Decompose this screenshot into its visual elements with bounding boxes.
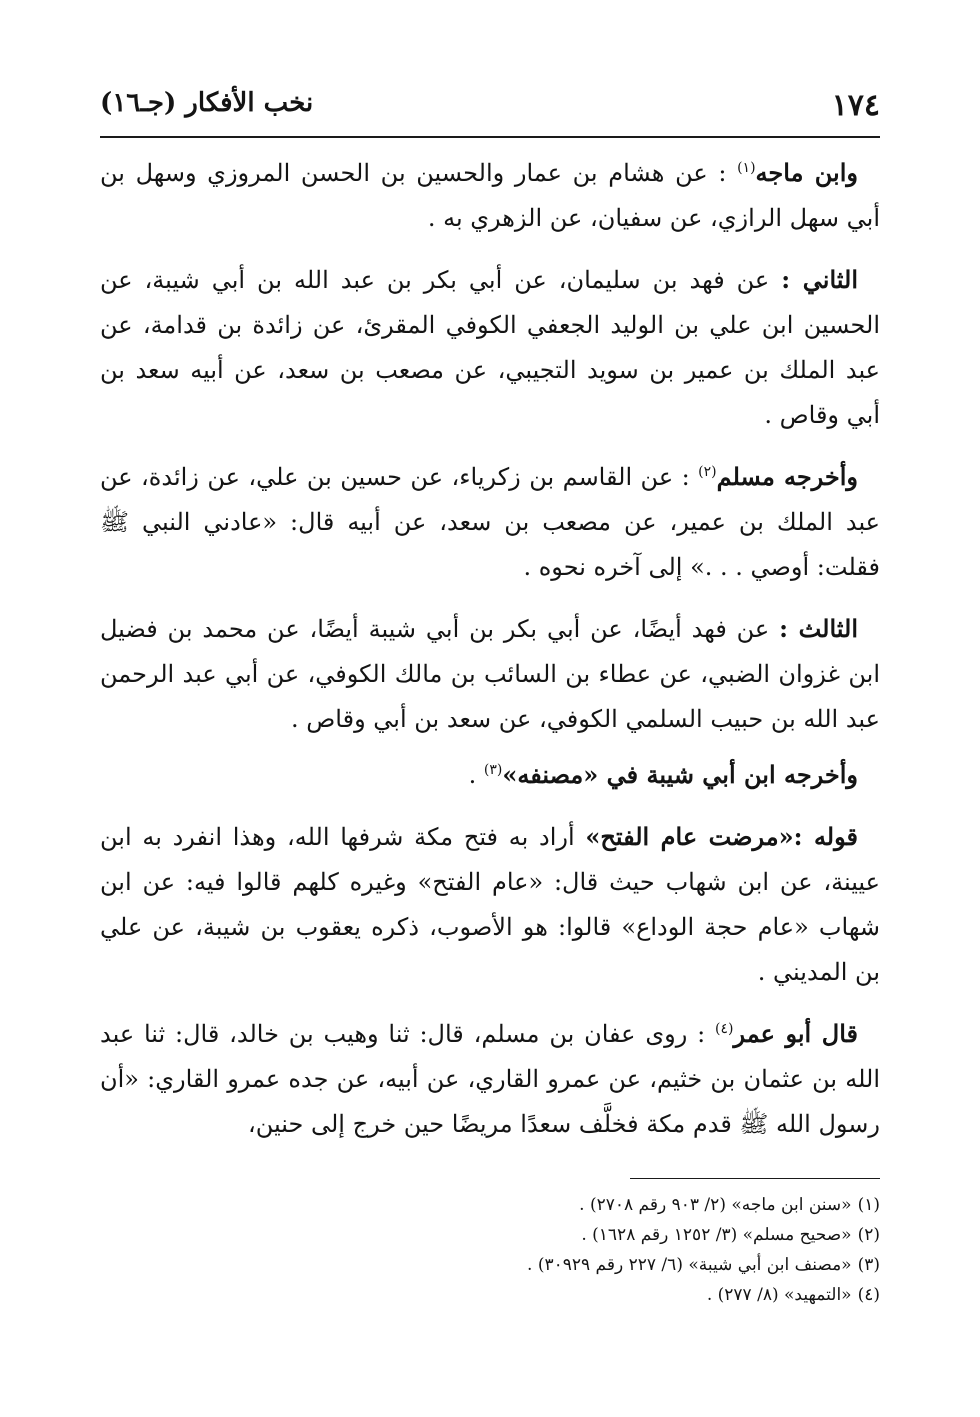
footnote-reference: (٢)	[698, 464, 717, 480]
paragraph-lead: قوله :«مرضت عام الفتح»	[585, 822, 858, 851]
paragraph-text: : عن القاسم بن زكرياء، عن حسين بن علي، عن زائدة، عن عبد الملك بن عمير، عن مصعب بن سعد، عن أبيه قال: «عادني النبي ﷺ فقلت: أوصي . . .» إلى آخره نحوه .	[100, 463, 881, 581]
paragraph-lead: قال أبو عمر	[733, 1019, 858, 1048]
paragraph-text: : عن هشام بن عمار والحسين بن الحسن المروزي وسهل بن أبي سهل الرازي، عن سفيان، عن الزهري به .	[100, 159, 880, 232]
paragraph-lead: وأخرجه مسلم	[716, 462, 859, 491]
footnote-divider	[630, 1178, 880, 1179]
footnote-text: «مصنف ابن أبي شيبة» (٦/ ٢٢٧ رقم ٣٠٩٢٩) .	[527, 1255, 852, 1275]
paragraph-text: : روى عفان بن مسلم، قال: ثنا وهيب بن خالد، قال: ثنا عبد الله بن عثمان بن خثيم، عن عمرو القاري، عن أبيه، عن جده عمرو القاري: «أن رسول الله ﷺ قدم مكة فخلَّف سعدًا مريضًا حين خرج إلى حنين،	[100, 1020, 880, 1138]
footnote-text: «سنن ابن ماجه» (٢/ ٩٠٣ رقم ٢٧٠٨) .	[579, 1195, 852, 1215]
paragraph-lead: وابن ماجه	[755, 158, 858, 187]
footnote-text: «التمهيد» (٨/ ٢٧٧) .	[706, 1285, 852, 1305]
paragraph-text: أراد به فتح مكة شرفها الله، وهذا انفرد به ابن عيينة، عن ابن شهاب حيث قال: «عام الفتح» وغيره كلهم قالوا فيه: عن ابن شهاب «عام حجة الوداع» قالوا: هو الأصوب، ذكره يعقوب بن شيبة، عن علي بن المديني .	[100, 823, 880, 986]
header-divider	[100, 136, 880, 138]
running-title: نخب الأفكار (جـ١٦)	[100, 88, 314, 118]
paragraph-lead: الثالث :	[779, 614, 858, 643]
footnote	[100, 1250, 880, 1280]
paragraph-text: عن فهد أيضًا، عن أبي بكر بن أبي شيبة أيضًا، عن محمد بن فضيل ابن غزوان الضبي، عن عطاء بن السائب بن مالك الكوفي، عن أبي عبد الرحمن عبد الله بن حبيب السلمي الكوفي، عن سعد بن أبي وقاص .	[100, 615, 880, 733]
paragraph-text: .	[468, 761, 477, 789]
paragraph-third	[100, 606, 880, 742]
paragraph-lead: الثاني :	[781, 265, 858, 294]
footnote	[100, 1280, 880, 1310]
footnote-number: (١)	[857, 1195, 880, 1215]
paragraph-text: عن فهد بن سليمان، عن أبي بكر بن عبد الله بن أبي شيبة، عن الحسين ابن علي بن الوليد الجعفي الكوفي المقرئ، عن زائدة بن قدامة، عن عبد الملك بن عمير بن سويد التجيبي، عن مصعب بن سعد، عن أبيه سعد بن أبي وقاص .	[100, 266, 880, 429]
page-number: ١٧٤	[831, 88, 880, 123]
paragraph-muslim	[100, 454, 880, 590]
footnote	[100, 1190, 880, 1220]
footnote-reference: (٤)	[715, 1021, 734, 1037]
footnote	[100, 1220, 880, 1250]
page-header	[100, 88, 880, 128]
footnote-reference: (١)	[737, 160, 756, 176]
paragraph-qawluhu	[100, 814, 880, 995]
paragraph-ibn-abi-shaybah	[100, 752, 880, 798]
footnote-reference: (٣)	[483, 762, 503, 778]
footnote-number: (٢)	[857, 1225, 880, 1245]
footnote-number: (٤)	[857, 1285, 880, 1305]
paragraph-abu-umar	[100, 1011, 880, 1147]
footnotes	[100, 1190, 880, 1310]
paragraph-lead: وأخرجه ابن أبي شيبة في «مصنفه»	[502, 760, 858, 789]
paragraph-second	[100, 257, 880, 438]
paragraph-ibn-majah	[100, 150, 880, 241]
footnote-text: «صحيح مسلم» (٣/ ١٢٥٢ رقم ١٦٢٨) .	[581, 1225, 852, 1245]
main-text	[100, 150, 880, 1163]
footnote-number: (٣)	[857, 1255, 880, 1275]
